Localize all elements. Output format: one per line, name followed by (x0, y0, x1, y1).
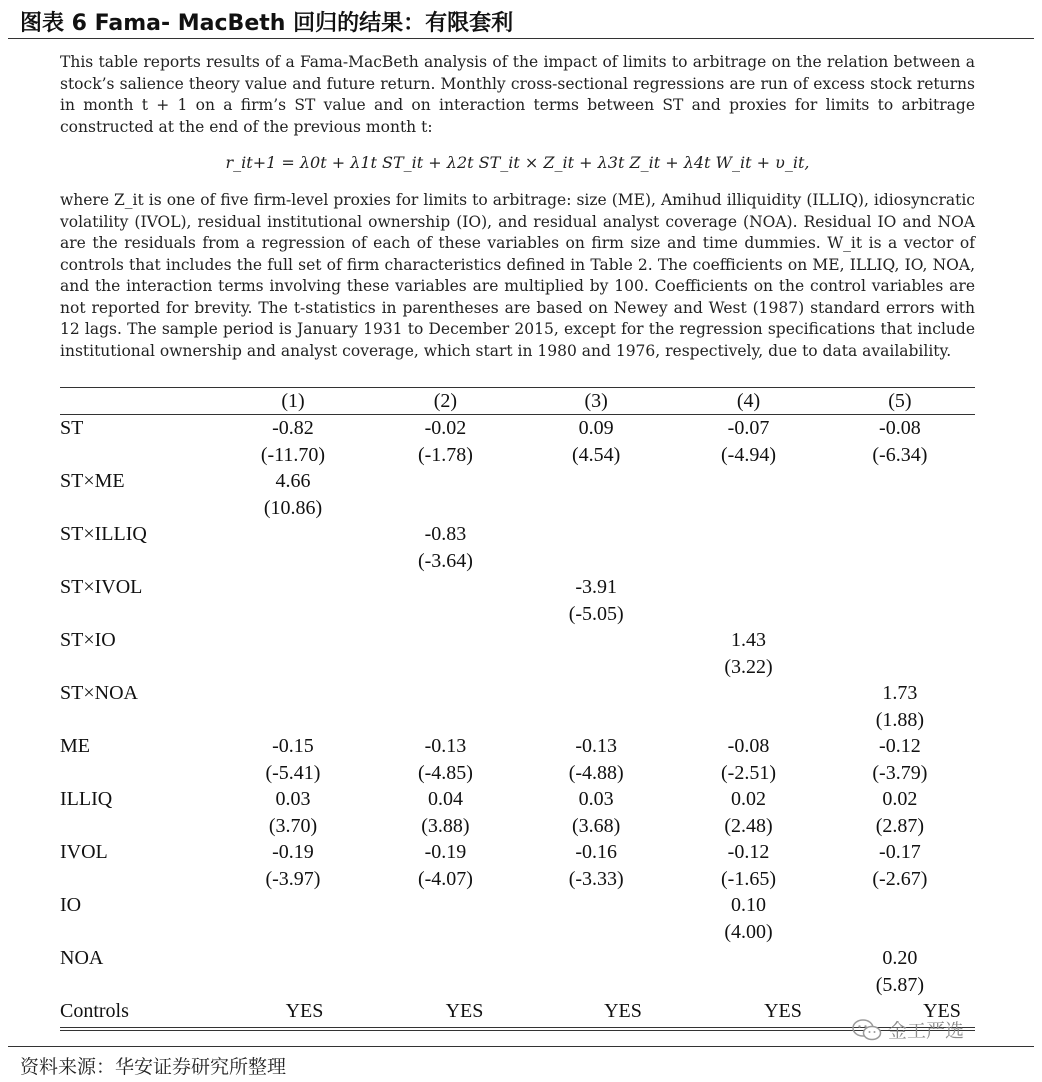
tstat-cell (675, 548, 821, 575)
coefficient-cell (221, 627, 365, 654)
tstat-cell: (-11.70) (260, 443, 326, 466)
tstat-cell (371, 495, 520, 522)
coefficient-cell (675, 521, 821, 548)
coefficient-line (60, 839, 975, 866)
coefficient-cell: -0.07 (727, 417, 770, 439)
row-label (60, 548, 212, 575)
table-cell: YES (285, 1000, 324, 1022)
table-row (60, 627, 975, 680)
tstat-cell (520, 495, 672, 522)
tstat-cell: (-4.88) (568, 761, 624, 784)
column-header: (1) (281, 390, 305, 412)
tstat-line (60, 654, 975, 681)
coefficient-cell (520, 627, 672, 654)
coefficient-cell: -0.16 (575, 841, 618, 863)
tstat-cell: (1.88) (875, 708, 925, 731)
column-header: (3) (584, 390, 608, 412)
table-caption-details (60, 190, 975, 362)
tstat-cell: (4.00) (724, 920, 773, 943)
tstat-cell (520, 548, 672, 575)
coefficient-cell: -0.08 (879, 417, 921, 439)
tstat-cell (221, 919, 365, 946)
tstat-cell: (-1.65) (721, 867, 776, 890)
row-label (60, 495, 212, 522)
tstat-cell: (2.48) (724, 814, 773, 837)
row-label (60, 813, 212, 840)
tstat-line (60, 707, 975, 734)
coefficient-line (60, 892, 975, 919)
tstat-cell: (3.70) (268, 814, 318, 837)
coefficient-cell (675, 680, 821, 707)
table-cell: YES (923, 1000, 961, 1022)
coefficient-cell: 0.03 (578, 788, 614, 810)
coefficient-cell (221, 574, 365, 601)
tstat-cell: (10.86) (263, 496, 323, 519)
coefficient-line (60, 415, 975, 442)
tstat-cell (371, 972, 520, 999)
tstat-cell (221, 654, 365, 681)
tstat-cell: (2.87) (875, 814, 925, 837)
tstat-line (60, 601, 975, 628)
tstat-line (60, 495, 975, 522)
coefficient-line (60, 945, 975, 972)
coefficient-cell: 0.09 (578, 417, 614, 439)
coefficient-cell: 4.66 (275, 470, 311, 492)
tstat-line (60, 866, 975, 893)
row-label: ME (60, 735, 90, 757)
coefficient-cell (825, 468, 975, 495)
tstat-cell (675, 972, 821, 999)
tstat-cell (221, 707, 365, 734)
column-header: (2) (433, 390, 458, 412)
coefficient-cell: 0.20 (882, 947, 918, 969)
coefficient-cell (825, 627, 975, 654)
coefficient-cell (371, 680, 520, 707)
tstat-line (60, 442, 975, 469)
coefficient-cell: -0.82 (272, 417, 314, 439)
coefficient-cell (221, 945, 365, 972)
coefficient-cell: 0.03 (275, 788, 311, 810)
tstat-cell: (-1.78) (417, 443, 473, 466)
coefficient-cell (371, 574, 520, 601)
coefficient-cell (520, 945, 672, 972)
tstat-cell: (-5.05) (568, 602, 624, 625)
tstat-line (60, 548, 975, 575)
regression-table (60, 387, 975, 1031)
tstat-cell: (-3.97) (265, 867, 321, 890)
coefficient-cell: -0.19 (272, 841, 314, 863)
tstat-cell: (3.88) (421, 814, 470, 837)
coefficient-cell: 1.43 (731, 629, 766, 651)
row-label (60, 866, 212, 893)
coefficient-cell: -0.08 (727, 735, 770, 757)
tstat-cell (825, 601, 975, 628)
table-row (60, 945, 975, 998)
tstat-cell (221, 548, 365, 575)
tstat-cell: (3.68) (572, 814, 621, 837)
table-header-row (60, 388, 975, 415)
row-label (60, 707, 212, 734)
table-body (60, 415, 975, 998)
row-label (60, 919, 212, 946)
tstat-cell: (-2.51) (721, 761, 776, 784)
coefficient-cell: 0.02 (882, 788, 918, 810)
row-label (60, 972, 212, 999)
coefficient-cell (520, 892, 672, 919)
tstat-cell: (-3.64) (417, 549, 473, 572)
coefficient-cell (221, 521, 365, 548)
table-row (60, 892, 975, 945)
coefficient-cell (825, 892, 975, 919)
caption-details-text: where Z_it is one of five firm-level proxies for limits to arbitrage: size (ME), Amihud illiquidity (ILLIQ), idiosyncratic volatility (IVOL), residual institutional ownership (IO), and residual analyst coverage (NOA). Residual IO and NOA are the residuals from a regression of each of these variables on firm size and time dummies. W_it is a vector of controls that includes the full set of firm characteristics defined in Table 2. The coefficients on ME, ILLIQ, IO, NOA, and the interaction terms involving these variables are multiplied by 100. Coefficients on the control variables are not reported for brevity. The t-statistics in parentheses are based on Newey and West (1987) standard errors with 12 lags. The sample period is January 1931 to December 2015, except for the regression specifications that include institutional ownership and analyst coverage, which start in 1980 and 1976, respectively, due to data availability. (60, 191, 975, 360)
tstat-cell (371, 654, 520, 681)
row-label: ST×IVOL (60, 576, 143, 598)
coefficient-cell (221, 892, 365, 919)
watermark-text: 金工严选 (888, 1020, 965, 1042)
source-divider (8, 1046, 1034, 1047)
tstat-cell (520, 654, 672, 681)
wechat-watermark (852, 1016, 964, 1043)
tstat-cell (520, 919, 672, 946)
coefficient-cell: -0.13 (424, 735, 467, 757)
tstat-cell: (-3.33) (568, 867, 624, 890)
coefficient-cell (371, 945, 520, 972)
tstat-cell (675, 707, 821, 734)
coefficient-cell (371, 627, 520, 654)
tstat-cell (371, 601, 520, 628)
table-row (60, 574, 975, 627)
coefficient-cell (520, 521, 672, 548)
figure-title: 图表 6 Fama- MacBeth 回归的结果：有限套利 (20, 11, 514, 36)
tstat-cell (520, 972, 672, 999)
tstat-cell (221, 601, 365, 628)
row-label: ILLIQ (60, 788, 113, 810)
table-cell: YES (604, 1000, 642, 1022)
tstat-line (60, 813, 975, 840)
coefficient-cell: -0.19 (424, 841, 467, 863)
coefficient-line (60, 574, 975, 601)
tstat-cell: (-5.41) (265, 761, 321, 784)
tstat-cell: (-4.07) (417, 867, 473, 890)
coefficient-cell: 0.10 (731, 894, 766, 916)
wechat-icon (852, 1019, 882, 1041)
table-row (60, 786, 975, 839)
table-bottom-rule-double (60, 1030, 975, 1031)
regression-equation: r_it+1 = λ0t + λ1t ST_it + λ2t ST_it × Z_it + λ3t Z_it + λ4t W_it + υ_it, (225, 153, 810, 172)
coefficient-cell: -0.83 (424, 523, 467, 545)
row-label (60, 760, 212, 787)
coefficient-line (60, 680, 975, 707)
tstat-cell (825, 919, 975, 946)
row-label (60, 654, 212, 681)
row-label: NOA (60, 947, 104, 969)
row-label: ST×NOA (60, 682, 138, 704)
coefficient-line (60, 521, 975, 548)
table-bottom-rule (60, 1027, 975, 1028)
tstat-cell: (-6.34) (872, 443, 928, 466)
row-label: IO (60, 894, 82, 916)
table-cell: YES (445, 1000, 484, 1022)
coefficient-cell (825, 574, 975, 601)
row-label: IVOL (60, 841, 108, 863)
row-label (60, 442, 212, 469)
tstat-cell: (-4.85) (417, 761, 473, 784)
tstat-cell: (4.54) (572, 443, 621, 466)
coefficient-cell (825, 521, 975, 548)
table-row (60, 680, 975, 733)
tstat-cell (675, 495, 821, 522)
table-row (60, 733, 975, 786)
caption-intro-text: This table reports results of a Fama-MacBeth analysis of the impact of limits to arbitrage on the relation between a stock’s salience theory value and future return. Monthly cross-sectional regressions are run of excess stock returns in month t + 1 on a firm’s ST value and on interaction terms between ST and proxies for limits to arbitrage constructed at the end of the previous month t: (60, 53, 975, 136)
coefficient-cell: -0.13 (575, 735, 618, 757)
coefficient-cell: -0.12 (727, 841, 770, 863)
tstat-cell: (3.22) (724, 655, 773, 678)
tstat-line (60, 972, 975, 999)
tstat-cell: (-2.67) (872, 867, 928, 890)
tstat-line (60, 919, 975, 946)
row-label: ST×ME (60, 470, 125, 492)
row-label: ST×IO (60, 629, 116, 651)
tstat-cell (825, 654, 975, 681)
coefficient-cell: -0.17 (879, 841, 921, 863)
coefficient-cell (675, 468, 821, 495)
row-label: Controls (60, 1000, 129, 1022)
coefficient-cell: 0.02 (731, 788, 766, 810)
coefficient-cell (221, 680, 365, 707)
coefficient-cell: -0.15 (272, 735, 314, 757)
tstat-cell (371, 707, 520, 734)
coefficient-line (60, 627, 975, 654)
table-caption-intro (60, 52, 975, 138)
tstat-cell: (-3.79) (872, 761, 928, 784)
table-cell: YES (764, 1000, 802, 1022)
header-blank (60, 388, 212, 414)
table-row (60, 415, 975, 468)
coefficient-cell (371, 892, 520, 919)
column-header: (5) (888, 390, 912, 412)
table-row (60, 521, 975, 574)
tstat-cell: (-4.94) (721, 443, 776, 466)
coefficient-line (60, 468, 975, 495)
tstat-cell: (5.87) (875, 973, 925, 996)
coefficient-cell: -3.91 (575, 576, 618, 598)
coefficient-cell: 0.04 (427, 788, 463, 810)
row-label: ST (60, 417, 84, 439)
row-label (60, 601, 212, 628)
coefficient-cell (675, 574, 821, 601)
coefficient-line (60, 786, 975, 813)
column-header: (4) (736, 390, 761, 412)
table-row (60, 839, 975, 892)
controls-row (60, 998, 975, 1025)
coefficient-cell (675, 945, 821, 972)
coefficient-cell: -0.02 (424, 417, 467, 439)
tstat-cell (221, 972, 365, 999)
coefficient-cell: 1.73 (882, 682, 918, 704)
row-label: ST×ILLIQ (60, 523, 147, 545)
tstat-line (60, 760, 975, 787)
table-row (60, 468, 975, 521)
coefficient-cell (371, 468, 520, 495)
title-divider (8, 38, 1034, 39)
tstat-cell (825, 548, 975, 575)
source-note: 资料来源：华安证券研究所整理 (20, 1056, 287, 1078)
coefficient-line (60, 733, 975, 760)
tstat-cell (675, 601, 821, 628)
tstat-cell (825, 495, 975, 522)
tstat-cell (371, 919, 520, 946)
coefficient-cell (520, 680, 672, 707)
coefficient-cell: -0.12 (879, 735, 921, 757)
tstat-cell (520, 707, 672, 734)
coefficient-cell (520, 468, 672, 495)
